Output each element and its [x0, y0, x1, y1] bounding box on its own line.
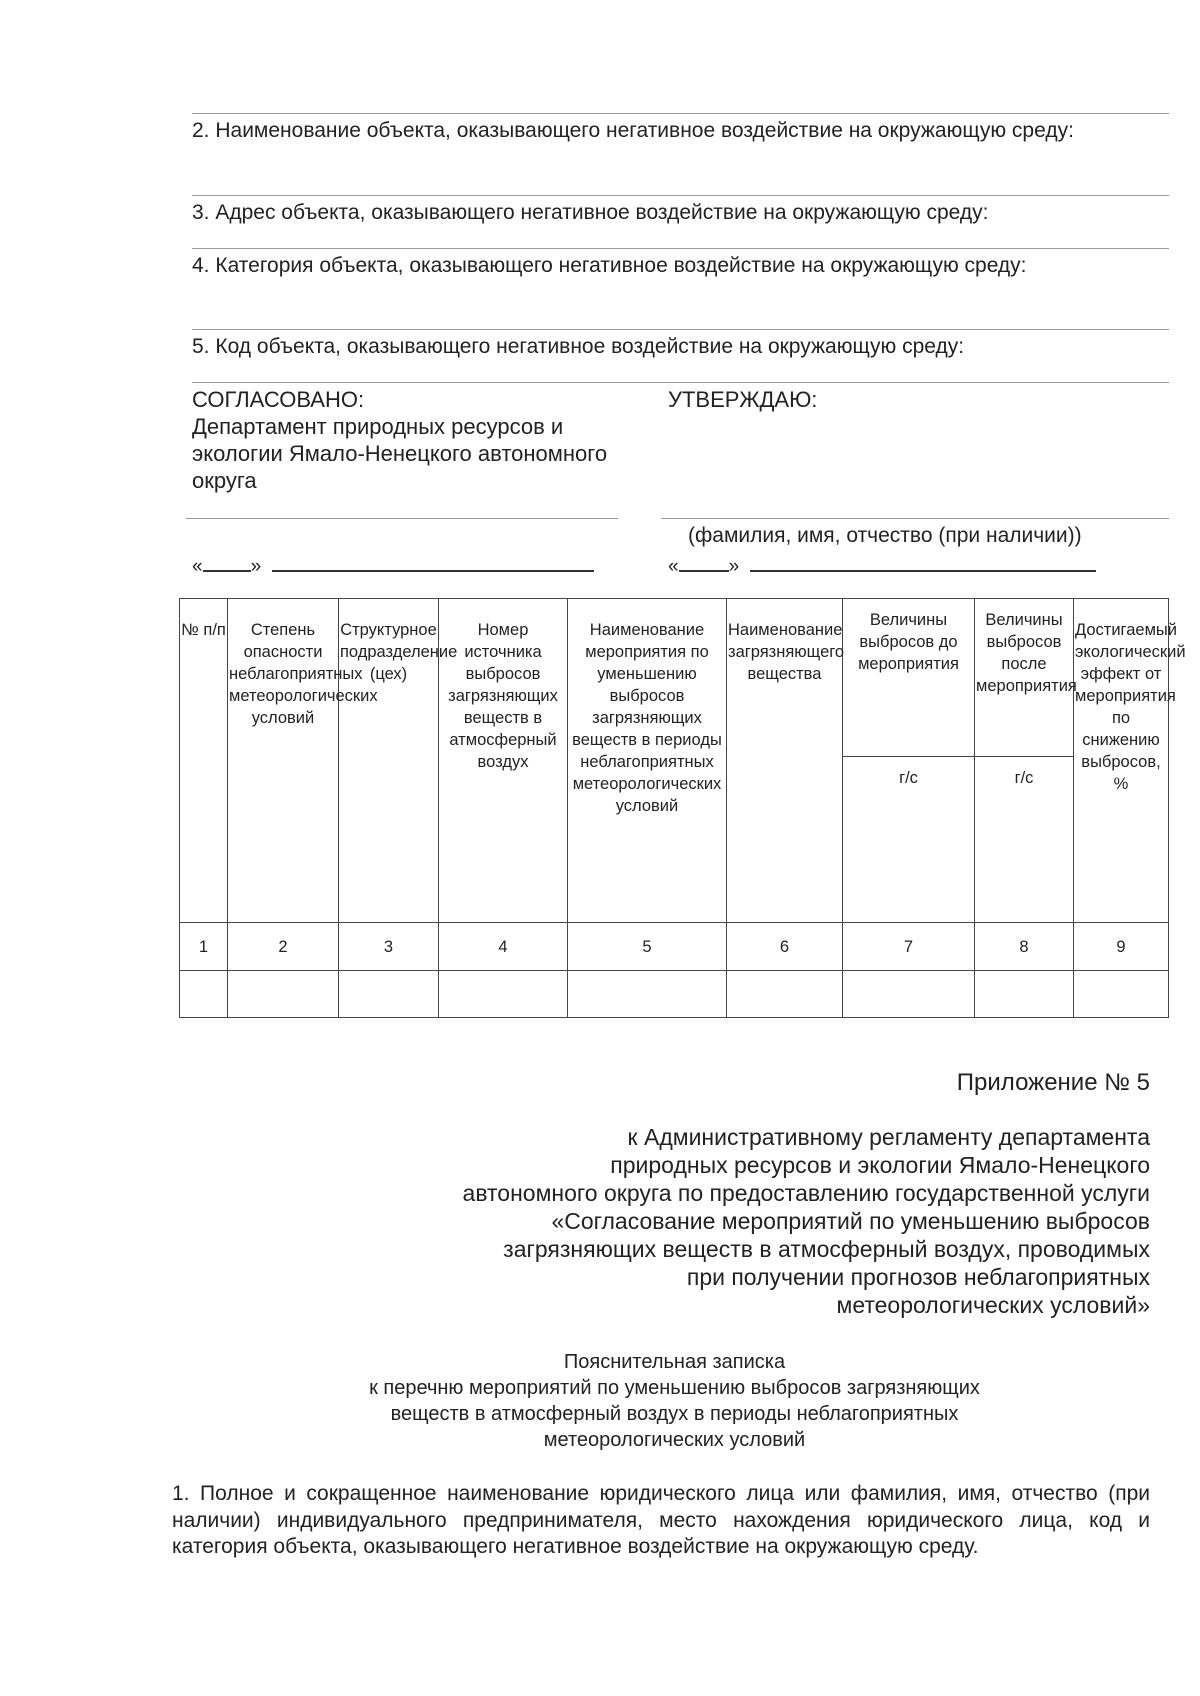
- appendix-line: к Административному регламенту департамента: [627, 1124, 1150, 1150]
- appendix-number: Приложение № 5: [956, 1069, 1150, 1096]
- appendix-line: загрязняющих веществ в атмосферный воздух, проводимых: [503, 1236, 1150, 1262]
- column-number: 9: [1074, 923, 1169, 971]
- appendix-line: автономного округа по предоставлению государственной услуги: [462, 1180, 1150, 1206]
- quote-open: «: [192, 556, 203, 577]
- header-cell: Структурное подразделение (цех): [339, 599, 439, 923]
- field-object-category: 4. Категория объекта, оказывающего негативное воздействие на окружающую среду:: [192, 254, 1027, 277]
- unit-cell: г/с: [975, 757, 1074, 923]
- header-cell: Величины выбросов после мероприятия: [975, 599, 1074, 757]
- appendix-line: метеорологических условий»: [836, 1292, 1150, 1318]
- note-line: метеорологических условий: [543, 1429, 806, 1451]
- table-cell: [1074, 971, 1169, 1018]
- appendix-line: при получении прогнозов неблагоприятных: [686, 1264, 1150, 1290]
- column-number: 7: [843, 923, 975, 971]
- measures-table: [179, 598, 1186, 1018]
- column-number: 6: [727, 923, 843, 971]
- month-year-blank: [272, 552, 594, 572]
- appendix-line: природных ресурсов и экологии Ямало-Ненецкого: [610, 1152, 1150, 1178]
- appendix-line: «Согласование мероприятий по уменьшению выбросов: [551, 1208, 1150, 1234]
- field-object-address: 3. Адрес объекта, оказывающего негативное воздействие на окружающую среду:: [192, 201, 989, 224]
- agreed-label: СОГЛАСОВАНО:: [192, 387, 365, 412]
- field-object-code: 5. Код объекта, оказывающего негативное воздействие на окружающую среду:: [192, 335, 965, 358]
- field-rule: [192, 195, 1169, 196]
- note-line: веществ в атмосферный воздух в периоды неблагоприятных: [390, 1403, 959, 1425]
- table-cell: [727, 971, 843, 1018]
- table-cell: [568, 971, 727, 1018]
- table-cell: [975, 971, 1074, 1018]
- signature-line-left: [186, 518, 618, 519]
- date-line-left: [192, 552, 594, 579]
- header-cell: Величины выбросов до мероприятия: [843, 599, 975, 757]
- day-blank: [203, 552, 251, 572]
- quote-open: «: [668, 556, 679, 577]
- month-year-blank: [750, 552, 1096, 572]
- column-number: 5: [568, 923, 727, 971]
- day-blank: [679, 552, 729, 572]
- signature-line-right: [661, 518, 1169, 519]
- header-cell: Степень опасности неблагоприятных метеорологических условий: [228, 599, 339, 923]
- note-title: Пояснительная записка: [563, 1351, 786, 1373]
- header-cell: Наименование загрязняющего вещества: [727, 599, 843, 923]
- table-cell: [439, 971, 568, 1018]
- column-number: 3: [339, 923, 439, 971]
- column-number: 8: [975, 923, 1074, 971]
- column-number: 4: [439, 923, 568, 971]
- table-cell: [180, 971, 228, 1018]
- field-object-name: 2. Наименование объекта, оказывающего негативное воздействие на окружающую среду:: [192, 119, 1074, 142]
- table-cell: [228, 971, 339, 1018]
- field-rule: [192, 248, 1169, 249]
- column-number: 2: [228, 923, 339, 971]
- approve-label: УТВЕРЖДАЮ:: [668, 387, 818, 412]
- note-line: к перечню мероприятий по уменьшению выбросов загрязняющих: [369, 1377, 980, 1399]
- quote-close: »: [250, 556, 262, 577]
- table-cell: [843, 971, 975, 1018]
- field-rule: [192, 382, 1169, 383]
- agreed-organization: Департамент природных ресурсов и экологии Ямало-Ненецкого автономного округа: [192, 414, 608, 493]
- quote-close: »: [728, 556, 740, 577]
- header-cell: № п/п: [180, 599, 228, 923]
- fio-caption: (фамилия, имя, отчество (при наличии)): [688, 524, 1082, 547]
- unit-cell: г/с: [843, 757, 975, 923]
- table-cell: [339, 971, 439, 1018]
- header-cell: Достигаемый экологический эффект от мероприятия по снижению выбросов, %: [1074, 599, 1169, 923]
- date-line-right: [668, 552, 1096, 579]
- column-number: 1: [180, 923, 228, 971]
- paragraph-1: 1. Полное и сокращенное наименование юридического лица или фамилия, имя, отчество (при наличии) индивидуального предпринимателя, место нахождения юридического лица, код и категория объекта, оказывающего негативное воздействие на окружающую среду.: [172, 1482, 1150, 1558]
- field-rule: [192, 329, 1169, 330]
- header-cell: Наименование мероприятия по уменьшению выбросов загрязняющих веществ в периоды неблагоприятных метеорологических условий: [568, 599, 727, 923]
- field-rule: [192, 113, 1169, 114]
- header-cell: Номер источника выбросов загрязняющих веществ в атмосферный воздух: [439, 599, 568, 923]
